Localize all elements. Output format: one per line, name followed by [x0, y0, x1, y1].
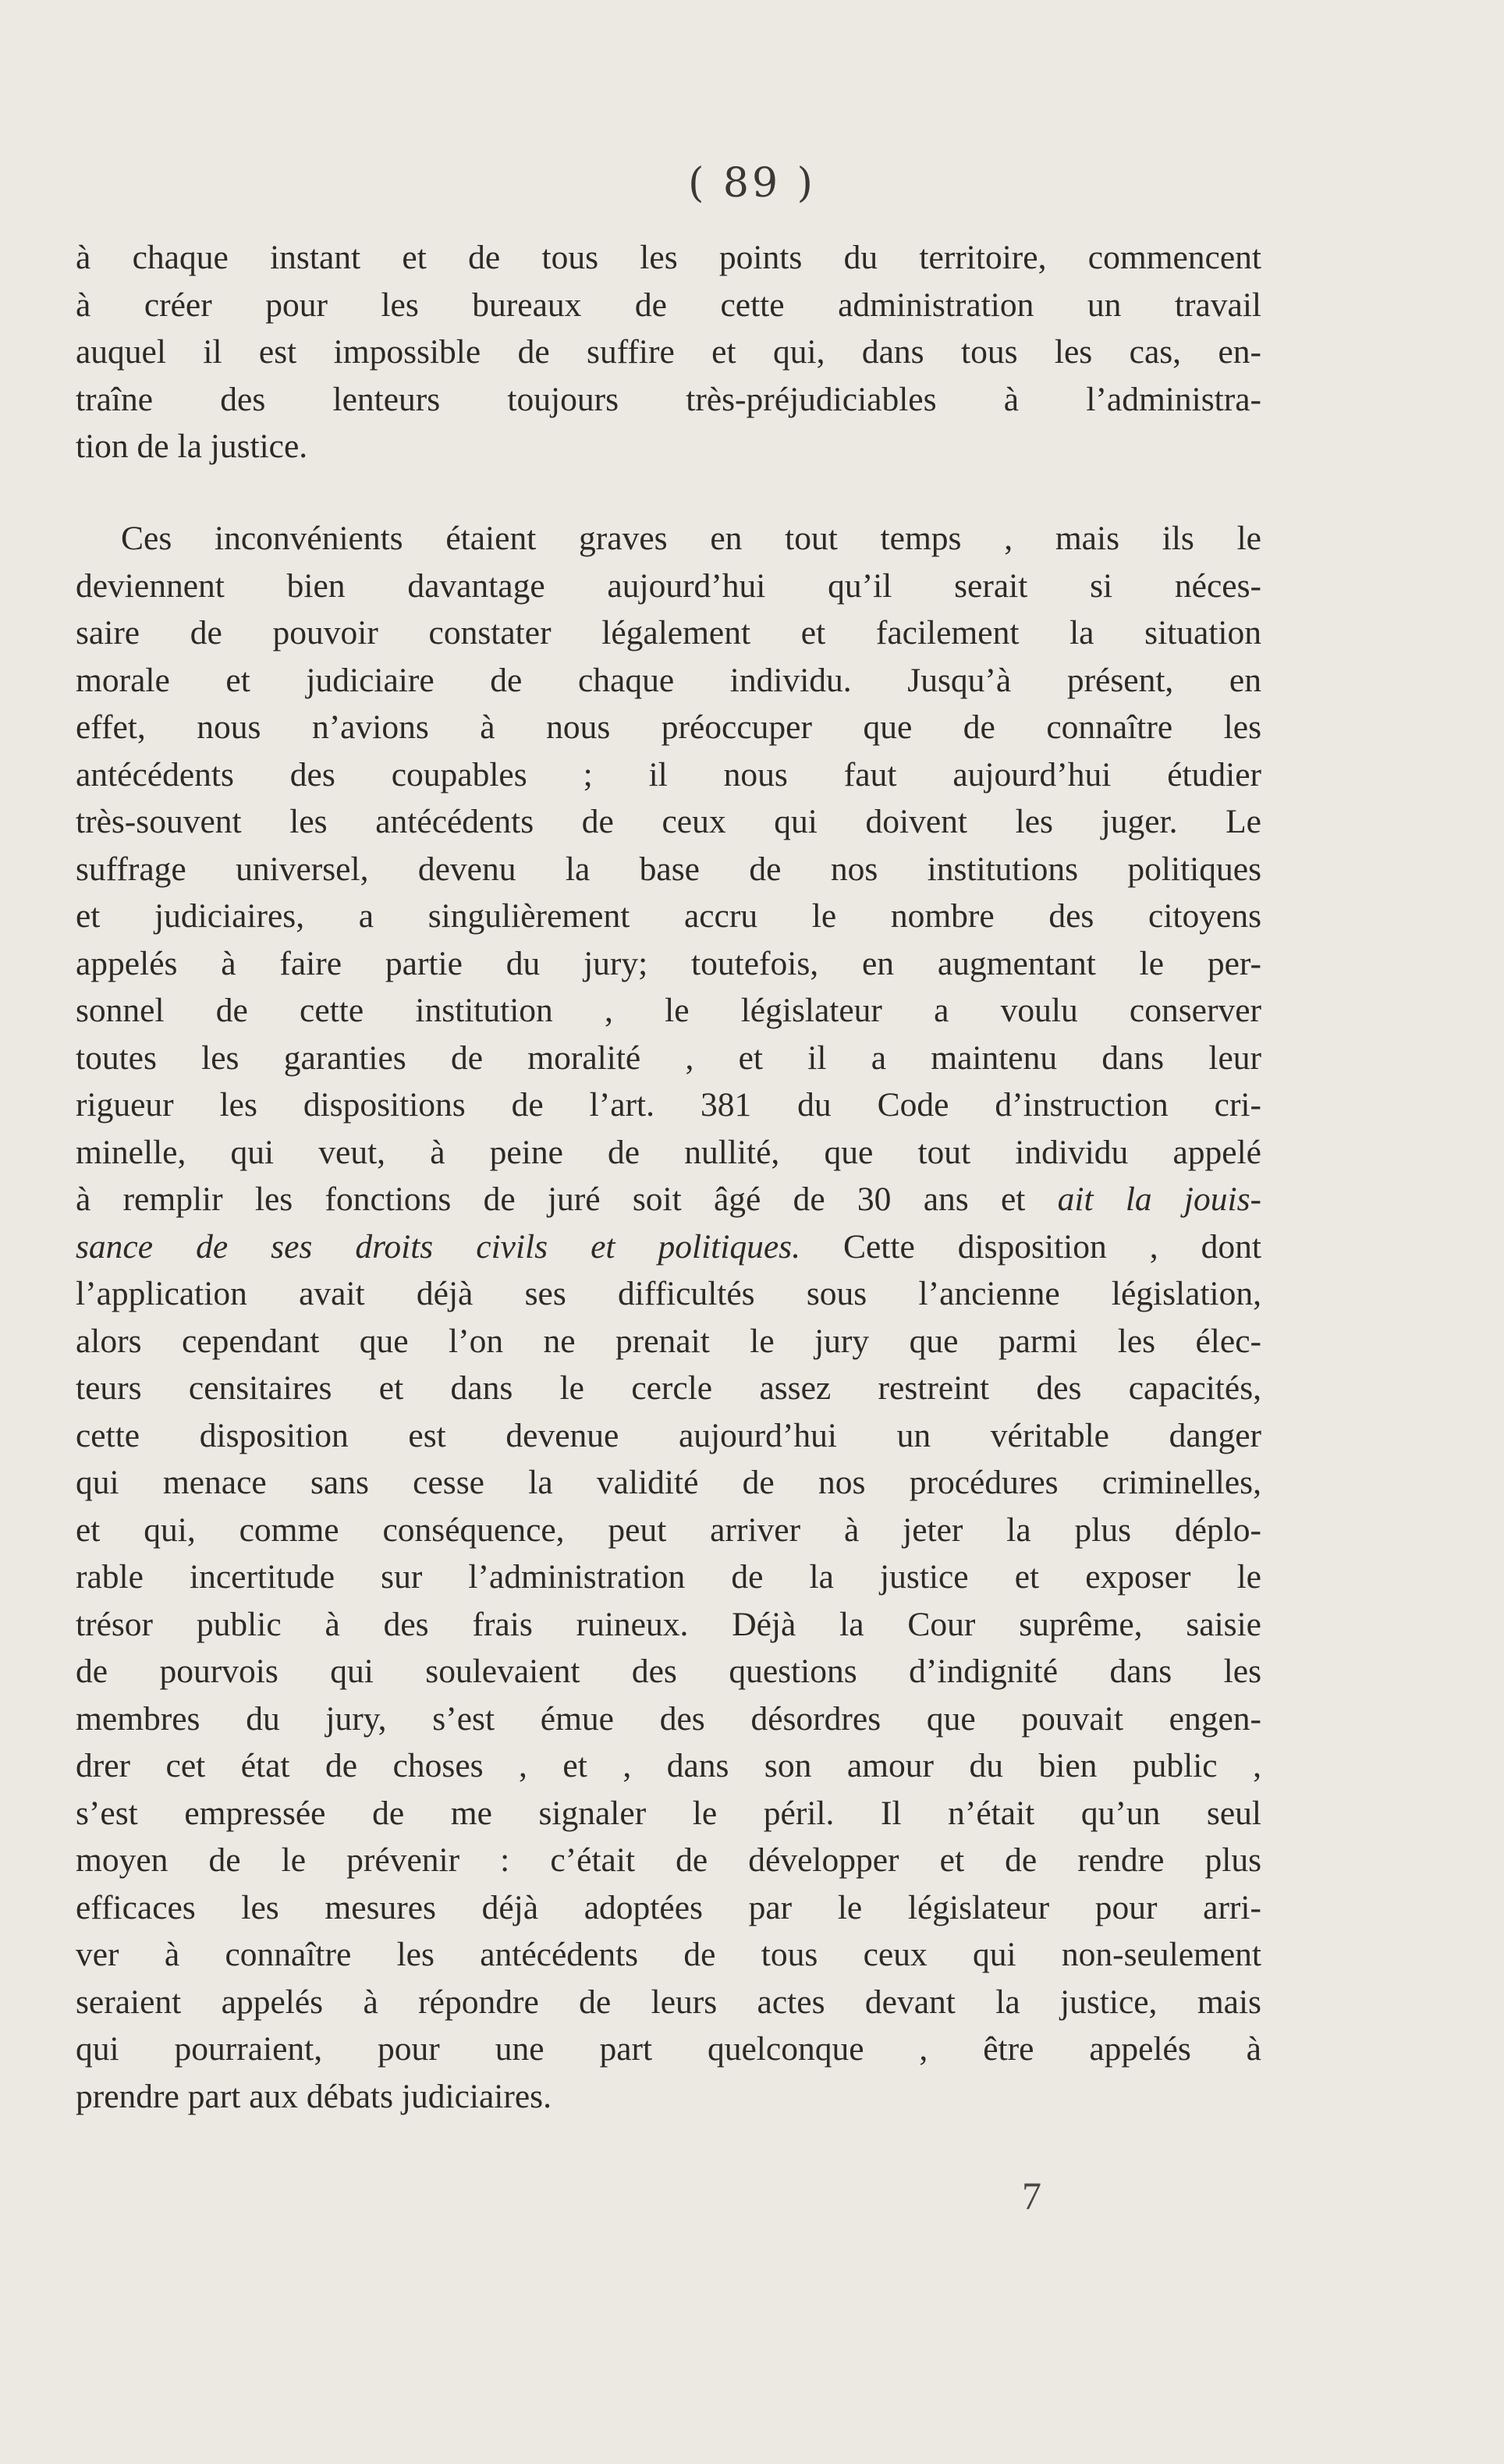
text-line: de pourvois qui soulevaient des questions d’indignité dans les	[76, 1653, 1261, 1690]
text-line: Ces inconvénients étaient graves en tout temps , mais ils le	[121, 520, 1261, 557]
text-line: moyen de le prévenir : c’était de développer et de rendre plus	[76, 1841, 1261, 1879]
text-line: toutes les garanties de moralité , et il a maintenu dans leur	[76, 1039, 1261, 1077]
text-line: s’est empressée de me signaler le péril. Il n’était qu’un seul	[76, 1794, 1261, 1832]
text-line: antécédents des coupables ; il nous faut aujourd’hui étudier	[76, 755, 1261, 794]
text-line: prendre part aux débats judiciaires.	[76, 2077, 552, 2115]
text-line	[76, 1223, 1261, 1271]
text-line: saire de pouvoir constater légalement et facilement la situation	[76, 614, 1261, 652]
text-line: sonnel de cette institution , le législateur a voulu conserver	[76, 992, 1261, 1029]
text-line: seraient appelés à répondre de leurs actes devant la justice, mais	[76, 1983, 1261, 2021]
paragraph-1	[76, 234, 1261, 470]
text-line: minelle, qui veut, à peine de nullité, que tout individu appelé	[76, 1133, 1261, 1171]
text-line: à créer pour les bureaux de cette administration un travail	[76, 286, 1261, 324]
text-line: cette disposition est devenue aujourd’hui un véritable danger	[76, 1416, 1261, 1454]
text-line: efficaces les mesures déjà adoptées par le législateur pour arri-	[76, 1888, 1261, 1926]
text-line: auquel il est impossible de suffire et qui, dans tous les cas, en-	[76, 333, 1261, 371]
text-line: qui pourraient, pour une part quelconque , être appelés à	[76, 2030, 1261, 2068]
paragraph-2	[76, 515, 1261, 2120]
text-line: rable incertitude sur l’administration de la justice et exposer le	[76, 1558, 1261, 1596]
text-line: ver à connaître les antécédents de tous ceux qui non-seulement	[76, 1936, 1261, 1973]
text-line: à chaque instant et de tous les points du territoire, commencent	[76, 239, 1261, 276]
text-line: morale et judiciaire de chaque individu. Jusqu’à présent, en	[76, 661, 1261, 699]
text-line: appelés à faire partie du jury; toutefois, en augmentant le per-	[76, 944, 1261, 982]
italic-phrase: sance de ses droits civils et politiques.	[76, 1227, 800, 1266]
text-line: suffrage universel, devenu la base de nos institutions politiques	[76, 850, 1261, 888]
text-line: membres du jury, s’est émue des désordres que pouvait engen-	[76, 1699, 1261, 1738]
text-line: trésor public à des frais ruineux. Déjà la Cour suprême, saisie	[76, 1605, 1261, 1643]
text-line: alors cependant que l’on ne prenait le jury que parmi les élec-	[76, 1322, 1261, 1360]
text-line: drer cet état de choses , et , dans son amour du bien public ,	[76, 1747, 1261, 1784]
text-line: rigueur les dispositions de l’art. 381 du Code d’instruction cri-	[76, 1086, 1261, 1124]
text-line: deviennent bien davantage aujourd’hui qu’il serait si néces-	[76, 566, 1261, 605]
text-line: très-souvent les antécédents de ceux qui doivent les juger. Le	[76, 803, 1261, 840]
italic-phrase: ait la jouis-	[1057, 1181, 1262, 1218]
text-line: et qui, comme conséquence, peut arriver à jeter la plus déplo-	[76, 1511, 1261, 1549]
text-line: et judiciaires, a singulièrement accru le nombre des citoyens	[76, 897, 1261, 935]
text-line: qui menace sans cesse la validité de nos procédures criminelles,	[76, 1464, 1261, 1501]
text-line: traîne des lenteurs toujours très-préjudiciables à l’administra-	[76, 380, 1261, 418]
text-segment: à remplir les fonctions de juré soit âgé de 30 ans et	[76, 1181, 1026, 1218]
text-line: tion de la justice.	[76, 428, 308, 465]
text-line: teurs censitaires et dans le cercle assez restreint des capacités,	[76, 1369, 1261, 1407]
page-number: ( 89 )	[688, 160, 816, 207]
text-line: l’application avait déjà ses difficultés sous l’ancienne législation,	[76, 1275, 1261, 1312]
text-line	[76, 1176, 1261, 1223]
signature-mark: 7	[1022, 2174, 1041, 2217]
text-segment: Cette disposition , dont	[800, 1227, 1261, 1266]
text-line: effet, nous n’avions à nous préoccuper que de connaître les	[76, 708, 1261, 746]
